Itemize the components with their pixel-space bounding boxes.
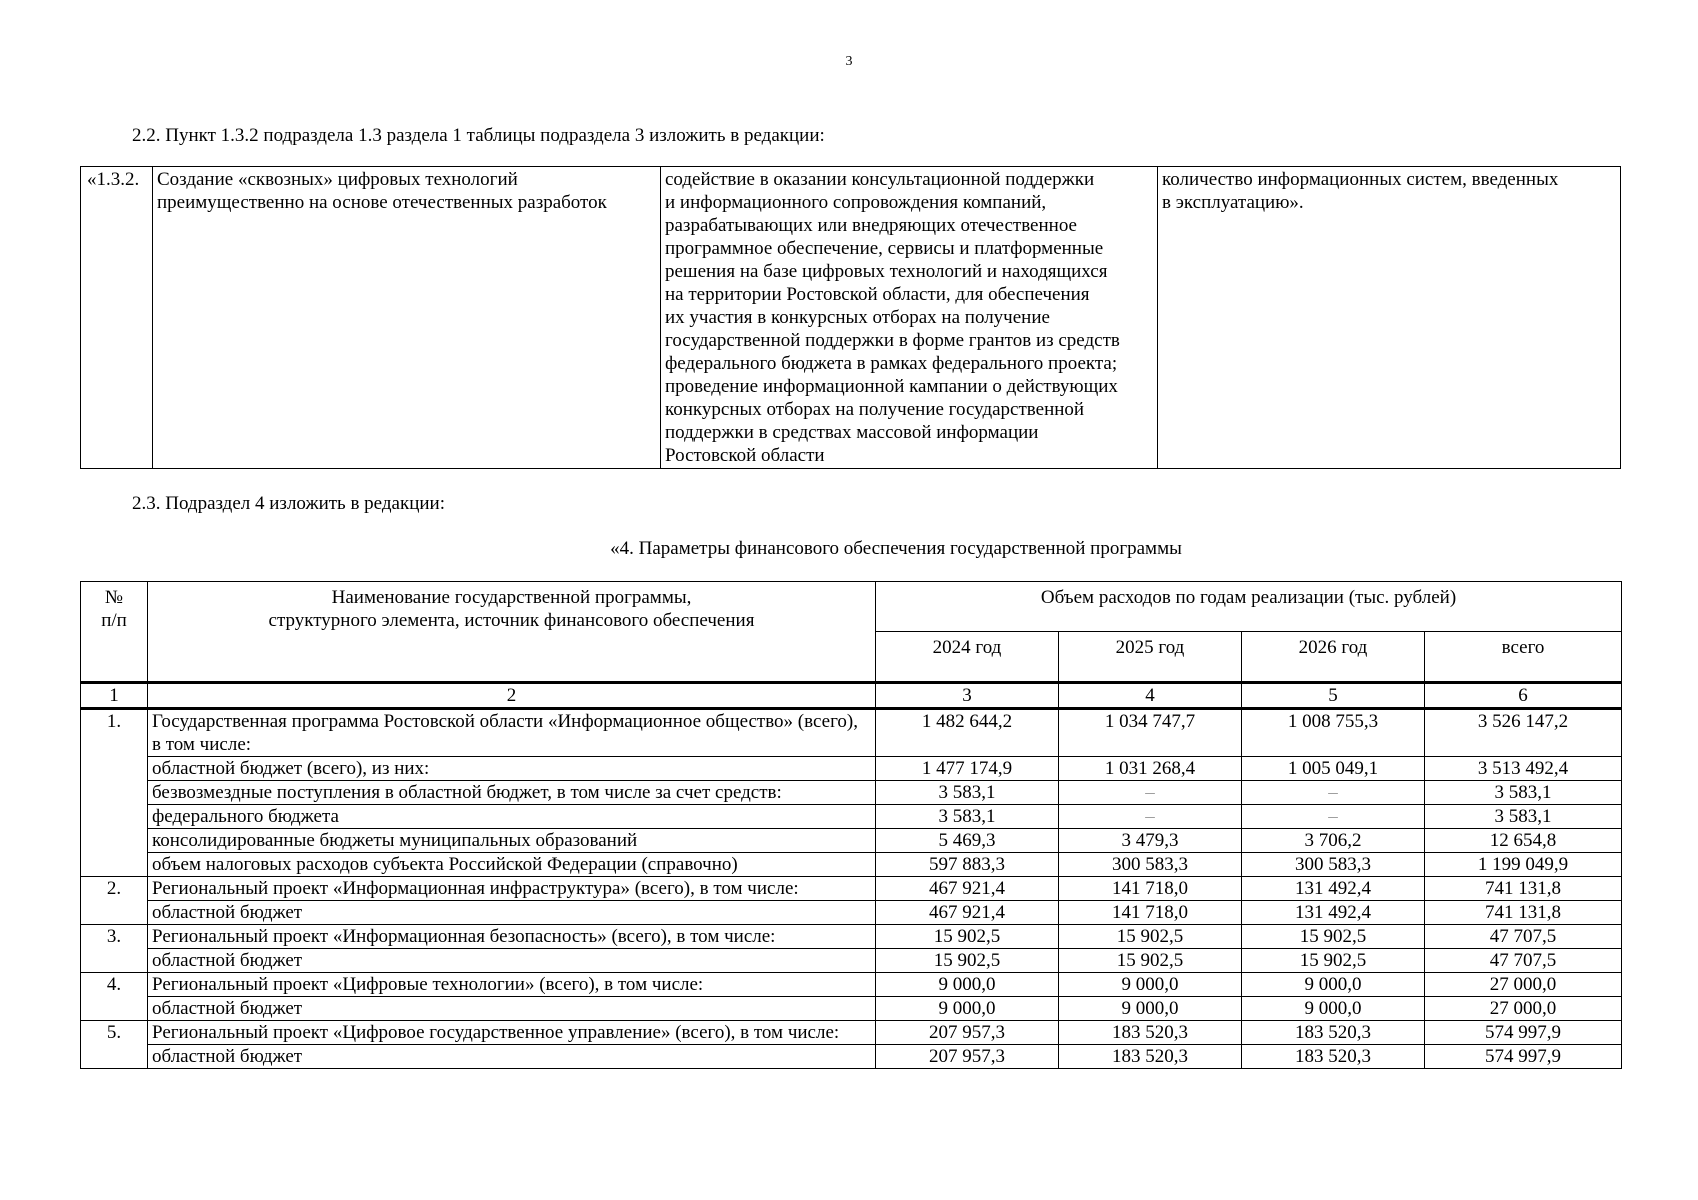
task-title-line: преимущественно на основе отечественных разработок (157, 192, 607, 213)
value-total: 574 997,9 (1425, 1045, 1622, 1069)
row-name: Региональный проект «Информационная инфраструктура» (всего), в том числе: (148, 877, 876, 901)
value-year: 131 492,4 (1242, 901, 1425, 925)
row-number: 3. (81, 925, 148, 973)
financing-table (80, 581, 1622, 1069)
row-name: безвозмездные поступления в областной бюджет, в том числе за счет средств: (148, 781, 876, 805)
value-year: 15 902,5 (876, 949, 1059, 973)
row-name: Региональный проект «Цифровое государственное управление» (всего), в том числе: (148, 1021, 876, 1045)
value-year: 9 000,0 (1242, 973, 1425, 997)
value-year: – (1059, 781, 1242, 805)
table-row (81, 757, 1622, 781)
value-total: 3 583,1 (1425, 781, 1622, 805)
value-year: 9 000,0 (1242, 997, 1425, 1021)
indicator-cell (1158, 167, 1621, 469)
header-num-line: № (104, 587, 124, 608)
value-year: – (1242, 805, 1425, 829)
value-total: 741 131,8 (1425, 877, 1622, 901)
value-year: 9 000,0 (1059, 997, 1242, 1021)
header-name (148, 582, 876, 683)
value-total: 47 707,5 (1425, 949, 1622, 973)
table-row (81, 709, 1622, 757)
column-index: 1 (81, 683, 148, 709)
value-year: 597 883,3 (876, 853, 1059, 877)
value-year: 9 000,0 (1059, 973, 1242, 997)
value-total: 47 707,5 (1425, 925, 1622, 949)
row-name: областной бюджет (всего), из них: (148, 757, 876, 781)
value-year: – (1242, 781, 1425, 805)
table-row (81, 781, 1622, 805)
value-year: 183 520,3 (1242, 1021, 1425, 1045)
value-year: 3 583,1 (876, 781, 1059, 805)
table-row (81, 1021, 1622, 1045)
value-year: 1 034 747,7 (1059, 709, 1242, 757)
header-row (81, 582, 1622, 632)
table-row (81, 829, 1622, 853)
row-name: федерального бюджета (148, 805, 876, 829)
header-year: 2025 год (1059, 632, 1242, 683)
row-name: объем налоговых расходов субъекта Российской Федерации (справочно) (148, 853, 876, 877)
value-year: 1 477 174,9 (876, 757, 1059, 781)
value-year: 183 520,3 (1059, 1045, 1242, 1069)
row-number: 4. (81, 973, 148, 1021)
row-number: 2. (81, 877, 148, 925)
measures-line: федерального бюджета в рамках федерального проекта; (665, 353, 1118, 374)
measures-line: Ростовской области (665, 445, 825, 466)
row-name: Региональный проект «Цифровые технологии» (всего), в том числе: (148, 973, 876, 997)
header-name-line: структурного элемента, источник финансового обеспечения (268, 610, 755, 631)
row-name: областной бюджет (148, 949, 876, 973)
row-name: консолидированные бюджеты муниципальных образований (148, 829, 876, 853)
table-row (81, 853, 1622, 877)
indicator-line: в эксплуатацию». (1162, 192, 1304, 213)
section-title: «4. Параметры финансового обеспечения государственной программы (610, 538, 1182, 559)
paragraph-2-2: 2.2. Пункт 1.3.2 подраздела 1.3 раздела 1 таблицы подраздела 3 изложить в редакции: (132, 125, 825, 146)
column-index: 4 (1059, 683, 1242, 709)
table-row (81, 925, 1622, 949)
value-year: 131 492,4 (1242, 877, 1425, 901)
row-name: областной бюджет (148, 997, 876, 1021)
value-year: 15 902,5 (1242, 949, 1425, 973)
value-year: 1 482 644,2 (876, 709, 1059, 757)
measures-line: государственной поддержки в форме грантов из средств (665, 330, 1120, 351)
measures-line: поддержки в средствах массовой информации (665, 422, 1039, 443)
value-year: 467 921,4 (876, 877, 1059, 901)
paragraph-2-3: 2.3. Подраздел 4 изложить в редакции: (132, 493, 445, 514)
value-year: 1 008 755,3 (1242, 709, 1425, 757)
measures-line: решения на базе цифровых технологий и находящихся (665, 261, 1108, 282)
table-row (81, 877, 1622, 901)
row-name: областной бюджет (148, 1045, 876, 1069)
value-year: 5 469,3 (876, 829, 1059, 853)
header-name-line: Наименование государственной программы, (331, 587, 692, 608)
table-row (81, 1045, 1622, 1069)
value-year: 15 902,5 (1059, 925, 1242, 949)
row-number: 1. (81, 709, 148, 877)
header-year: 2026 год (1242, 632, 1425, 683)
column-index: 6 (1425, 683, 1622, 709)
column-index-row (81, 683, 1622, 709)
column-index: 5 (1242, 683, 1425, 709)
measures-line: на территории Ростовской области, для обеспечения (665, 284, 1090, 305)
row-name: Государственная программа Ростовской области «Информационное общество» (всего), в том числе: (148, 709, 876, 757)
header-year: 2024 год (876, 632, 1059, 683)
table-row (81, 973, 1622, 997)
table-row (81, 901, 1622, 925)
value-year: 15 902,5 (876, 925, 1059, 949)
task-title-cell (153, 167, 661, 469)
measures-line: содействие в оказании консультационной поддержки (665, 169, 1095, 190)
value-year: 3 583,1 (876, 805, 1059, 829)
value-total: 1 199 049,9 (1425, 853, 1622, 877)
row-name: Региональный проект «Информационная безопасность» (всего), в том числе: (148, 925, 876, 949)
measures-line: проведение информационной кампании о действующих (665, 376, 1118, 397)
table-row (81, 997, 1622, 1021)
item-number: «1.3.2. (81, 167, 153, 469)
value-year: 183 520,3 (1242, 1045, 1425, 1069)
column-index: 3 (876, 683, 1059, 709)
row-name: областной бюджет (148, 901, 876, 925)
measures-line: программное обеспечение, сервисы и платформенные (665, 238, 1104, 259)
task-title-line: Создание «сквозных» цифровых технологий (157, 169, 518, 190)
value-total: 27 000,0 (1425, 973, 1622, 997)
value-total: 574 997,9 (1425, 1021, 1622, 1045)
header-total: всего (1425, 632, 1622, 683)
measures-cell (661, 167, 1158, 469)
measures-line: и информационного сопровождения компаний, (665, 192, 1047, 213)
value-year: 207 957,3 (876, 1045, 1059, 1069)
page-number: 3 (845, 54, 853, 69)
value-year: 467 921,4 (876, 901, 1059, 925)
row-number: 5. (81, 1021, 148, 1069)
table-row (81, 805, 1622, 829)
value-total: 741 131,8 (1425, 901, 1622, 925)
column-index: 2 (148, 683, 876, 709)
value-year: 300 583,3 (1059, 853, 1242, 877)
value-year: 207 957,3 (876, 1021, 1059, 1045)
value-year: 15 902,5 (1059, 949, 1242, 973)
value-year: – (1059, 805, 1242, 829)
table-row (81, 167, 1621, 469)
measures-line: конкурсных отборах на получение государственной (665, 399, 1085, 420)
indicator-line: количество информационных систем, введенных (1162, 169, 1559, 190)
header-volume: Объем расходов по годам реализации (тыс. рублей) (876, 582, 1622, 632)
value-year: 183 520,3 (1059, 1021, 1242, 1045)
measures-line: их участия в конкурсных отборах на получение (665, 307, 1050, 328)
value-year: 141 718,0 (1059, 877, 1242, 901)
value-year: 3 706,2 (1242, 829, 1425, 853)
value-year: 9 000,0 (876, 997, 1059, 1021)
value-year: 141 718,0 (1059, 901, 1242, 925)
measures-line: разрабатывающих или внедряющих отечественное (665, 215, 1077, 236)
value-year: 9 000,0 (876, 973, 1059, 997)
amendment-table-1-3-2 (80, 166, 1621, 469)
value-year: 300 583,3 (1242, 853, 1425, 877)
value-year: 15 902,5 (1242, 925, 1425, 949)
value-year: 1 005 049,1 (1242, 757, 1425, 781)
table-row (81, 949, 1622, 973)
value-total: 27 000,0 (1425, 997, 1622, 1021)
value-year: 1 031 268,4 (1059, 757, 1242, 781)
header-num (81, 582, 148, 683)
header-num-line: п/п (101, 610, 127, 631)
value-total: 12 654,8 (1425, 829, 1622, 853)
value-total: 3 526 147,2 (1425, 709, 1622, 757)
value-year: 3 479,3 (1059, 829, 1242, 853)
value-total: 3 513 492,4 (1425, 757, 1622, 781)
value-total: 3 583,1 (1425, 805, 1622, 829)
